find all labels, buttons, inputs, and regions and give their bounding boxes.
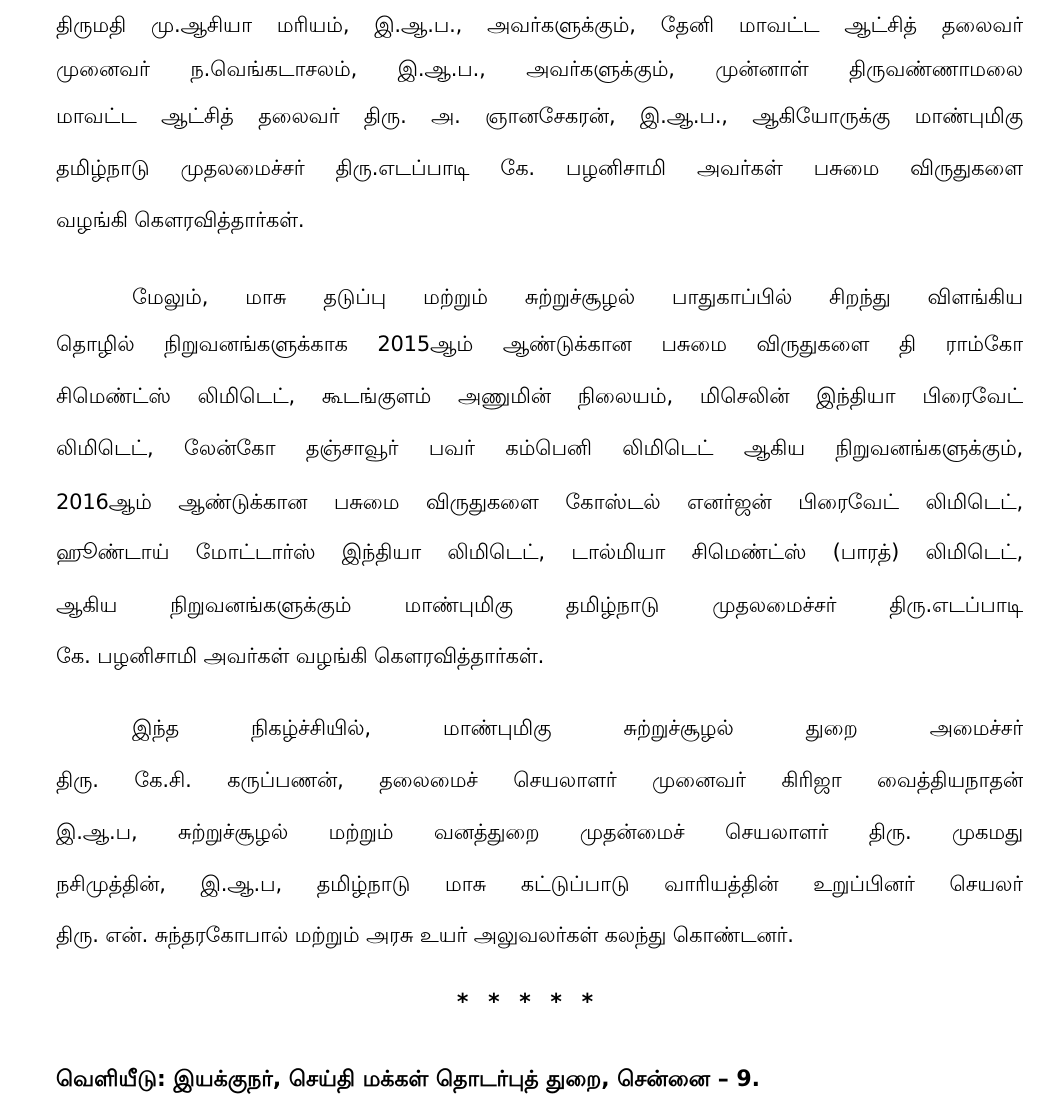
paragraph-2-line-6: ஹூண்டாய் மோட்டார்ஸ் இந்தியா லிமிடெட், டால்மியா சிமெண்ட்ஸ் (பாரத்) லிமிடெட்,	[56, 540, 1023, 564]
paragraph-1-line-2: முனைவர் ந.வெங்கடாசலம், இ.ஆ.ப., அவர்களுக்கும், முன்னாள் திருவண்ணாமலை	[56, 57, 1023, 81]
paragraph-2-line-5: 2016ஆம் ஆண்டுக்கான பசுமை விருதுகளை கோஸ்டல் எனர்ஜன் பிரைவேட் லிமிடெட்,	[56, 490, 1023, 514]
paragraph-2-line-8: கே. பழனிசாமி அவர்கள் வழங்கி கௌரவித்தார்கள்.	[56, 644, 545, 668]
paragraph-2-line-4: லிமிடெட், லேன்கோ தஞ்சாவூர் பவர் கம்பெனி லிமிடெட் ஆகிய நிறுவனங்களுக்கும்,	[56, 436, 1023, 460]
paragraph-3-line-4: நசிமுத்தின், இ.ஆ.ப, தமிழ்நாடு மாசு கட்டுப்பாடு வாரியத்தின் உறுப்பினர் செயலர்	[56, 872, 1023, 896]
paragraph-2-line-3: சிமெண்ட்ஸ் லிமிடெட், கூடங்குளம் அணுமின் நிலையம், மிசெலின் இந்தியா பிரைவேட்	[56, 384, 1023, 408]
paragraph-2-line-1: மேலும், மாசு தடுப்பு மற்றும் சுற்றுச்சூழல் பாதுகாப்பில் சிறந்து விளங்கிய	[132, 285, 1023, 309]
paragraph-1-line-1: திருமதி மு.ஆசியா மரியம், இ.ஆ.ப., அவர்களுக்கும், தேனி மாவட்ட ஆட்சித் தலைவர்	[56, 13, 1023, 37]
paragraph-1-line-4: தமிழ்நாடு முதலமைச்சர் திரு.எடப்பாடி கே. பழனிசாமி அவர்கள் பசுமை விருதுகளை	[56, 156, 1023, 180]
paragraph-2-line-2: தொழில் நிறுவனங்களுக்காக 2015ஆம் ஆண்டுக்கான பசுமை விருதுகளை தி ராம்கோ	[56, 332, 1023, 356]
paragraph-3-line-1: இந்த நிகழ்ச்சியில், மாண்புமிகு சுற்றுச்சூழல் துறை அமைச்சர்	[132, 716, 1023, 740]
release-footer: வெளியீடு: இயக்குநர், செய்தி மக்கள் தொடர்புத் துறை, சென்னை – 9.	[56, 1067, 761, 1092]
section-separator: * * * * *	[456, 990, 600, 1015]
paragraph-2-line-7: ஆகிய நிறுவனங்களுக்கும் மாண்புமிகு தமிழ்நாடு முதலமைச்சர் திரு.எடப்பாடி	[56, 593, 1023, 617]
paragraph-3-line-5: திரு. என். சுந்தரகோபால் மற்றும் அரசு உயர் அலுவலர்கள் கலந்து கொண்டனர்.	[56, 923, 794, 947]
paragraph-1-line-3: மாவட்ட ஆட்சித் தலைவர் திரு. அ. ஞானசேகரன், இ.ஆ.ப., ஆகியோருக்கு மாண்புமிகு	[56, 104, 1023, 128]
paragraph-3-line-2: திரு. கே.சி. கருப்பணன், தலைமைச் செயலாளர் முனைவர் கிரிஜா வைத்தியநாதன்	[56, 768, 1023, 792]
paragraph-3-line-3: இ.ஆ.ப, சுற்றுச்சூழல் மற்றும் வனத்துறை முதன்மைச் செயலாளர் திரு. முகமது	[56, 820, 1023, 844]
paragraph-1-line-5: வழங்கி கௌரவித்தார்கள்.	[56, 208, 305, 232]
